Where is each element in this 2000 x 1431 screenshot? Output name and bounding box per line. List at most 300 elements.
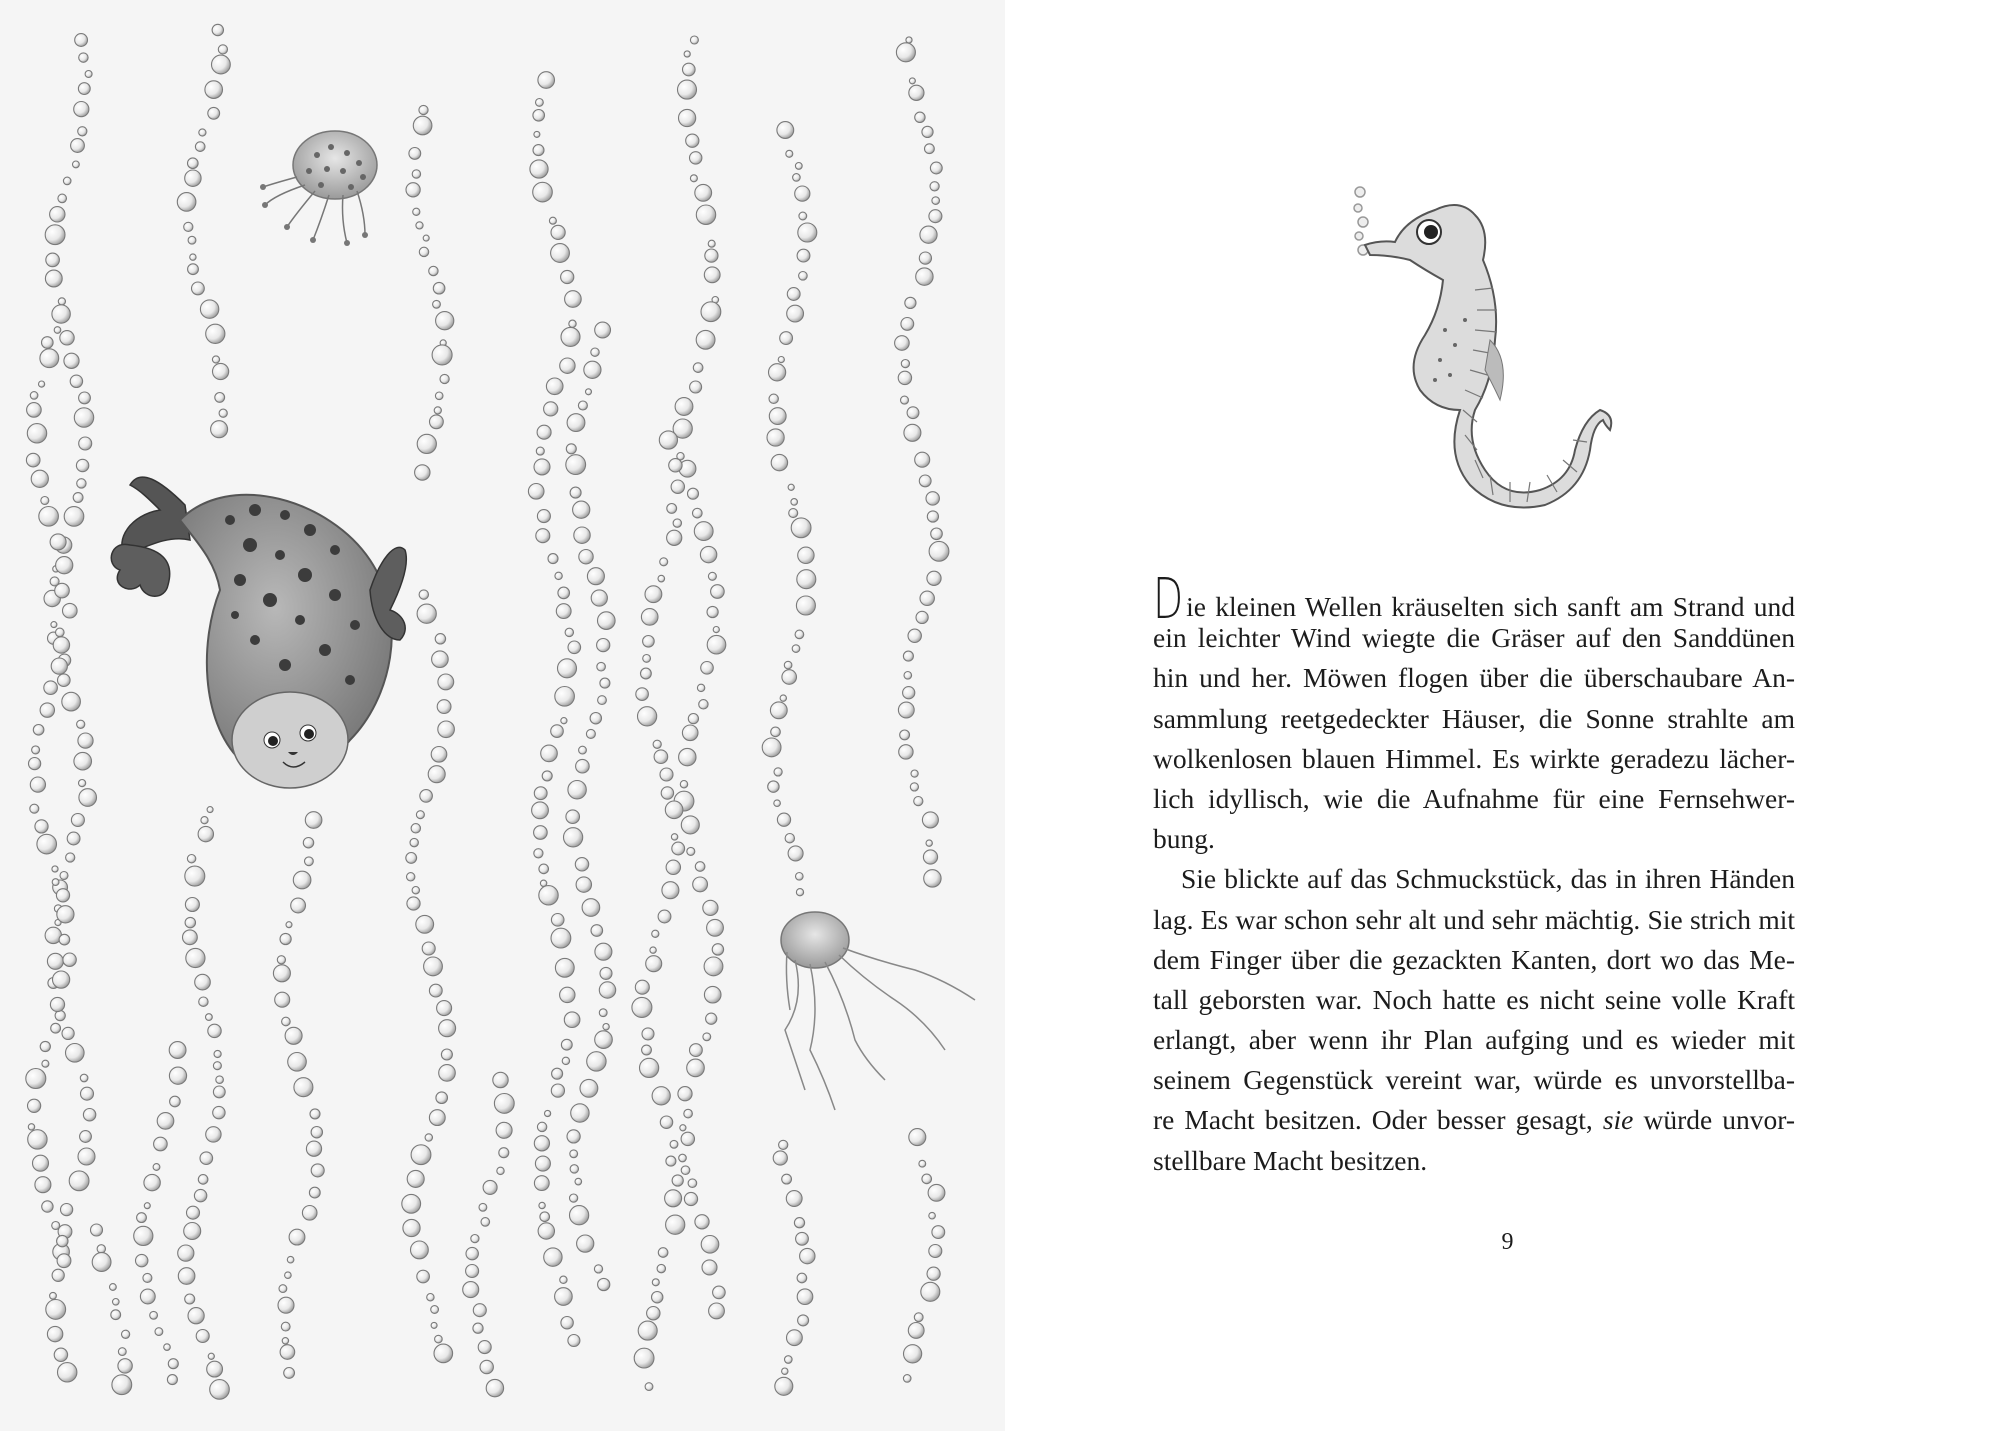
bubble: [184, 222, 193, 231]
bubble: [538, 72, 555, 89]
bubble: [693, 508, 703, 518]
bubble: [218, 45, 227, 54]
bubble: [56, 889, 69, 902]
bubble: [407, 897, 420, 910]
bubble: [903, 687, 915, 699]
bubble: [539, 1202, 545, 1208]
bubble: [640, 1058, 659, 1077]
bubble: [28, 758, 40, 770]
bubble: [671, 480, 684, 493]
bubble: [587, 568, 604, 585]
bubble: [555, 572, 562, 579]
bubble: [56, 557, 73, 574]
bubble: [642, 1045, 652, 1055]
text-line: bung.: [1153, 823, 1215, 855]
bubble: [780, 332, 793, 345]
bubble: [76, 459, 88, 471]
bubble: [561, 327, 580, 346]
bubble: [666, 860, 680, 874]
bubble: [707, 606, 718, 617]
bubble: [795, 186, 810, 201]
bubble: [40, 1041, 50, 1051]
bubble: [419, 590, 428, 599]
bubble: [793, 174, 801, 182]
bubble: [768, 781, 779, 792]
bubble: [675, 398, 693, 416]
bubble: [638, 1321, 657, 1340]
bubble: [278, 1297, 294, 1313]
bubble: [579, 746, 587, 754]
bubble: [565, 628, 573, 636]
bubble: [110, 1284, 117, 1291]
bubble: [684, 1192, 697, 1205]
bubble: [662, 882, 679, 899]
bubble: [154, 1137, 168, 1151]
bubble: [293, 871, 311, 889]
bubble: [654, 750, 668, 764]
bubble: [682, 725, 698, 741]
bubble: [436, 1092, 448, 1104]
bubble: [778, 357, 784, 363]
bubble: [777, 122, 794, 139]
bubble: [186, 948, 205, 967]
bubble: [213, 363, 229, 379]
bubble: [60, 872, 68, 880]
bubble: [183, 930, 198, 945]
bubble: [435, 392, 443, 400]
bubble: [701, 1236, 719, 1254]
bubble: [302, 1206, 317, 1221]
bubble: [493, 1072, 508, 1087]
bubble: [548, 554, 558, 564]
bubble: [789, 509, 798, 518]
bubble: [544, 1248, 562, 1266]
bubble: [690, 152, 702, 164]
bubble: [46, 1300, 66, 1320]
bubble: [419, 105, 428, 114]
bubble: [693, 877, 708, 892]
bubble: [440, 374, 449, 383]
text-line: erlangt, aber wenn ihr Plan aufging und es wieder mit: [1153, 1024, 1795, 1056]
bubble: [288, 1053, 307, 1072]
bubble: [214, 1050, 221, 1057]
bubble: [795, 163, 802, 170]
bubble: [62, 1027, 74, 1039]
text-page: [1005, 0, 2000, 1431]
bubble: [570, 1165, 578, 1173]
bubble: [537, 510, 550, 523]
bubble: [695, 1215, 709, 1229]
bubble: [285, 1272, 292, 1279]
bubble: [497, 1167, 504, 1174]
bubble: [537, 1122, 546, 1131]
bubble: [556, 604, 571, 619]
bubble: [700, 546, 716, 562]
bubble: [535, 1156, 550, 1171]
bubble: [208, 1353, 214, 1359]
bubble: [909, 78, 915, 84]
bubble: [281, 1322, 290, 1331]
bubble: [788, 484, 794, 490]
bubble: [45, 225, 65, 245]
bubble: [641, 609, 658, 626]
bubble: [576, 759, 590, 773]
bubble: [50, 997, 64, 1011]
bubble: [688, 1179, 697, 1188]
bubble: [679, 109, 696, 126]
bubble: [42, 337, 54, 349]
bubble: [916, 611, 928, 623]
bubble: [678, 80, 697, 99]
bubble: [595, 322, 611, 338]
bubble: [708, 572, 716, 580]
bubble: [407, 1170, 424, 1187]
bubble: [55, 583, 70, 598]
bubble: [598, 1278, 610, 1290]
bubble: [63, 953, 76, 966]
bubble: [537, 425, 551, 439]
bubble: [417, 604, 436, 623]
bubble: [594, 1265, 602, 1273]
bubble: [561, 270, 574, 283]
bubble: [79, 53, 88, 62]
bubble: [690, 381, 702, 393]
bubble: [533, 110, 545, 122]
bubble: [914, 797, 923, 806]
bubble: [641, 668, 652, 679]
text-line: ein leichter Wind wiegte die Gräser auf den Sanddünen: [1153, 622, 1795, 654]
bubble: [53, 971, 70, 988]
bubble: [906, 37, 912, 43]
bubble: [282, 1338, 288, 1344]
bubble: [67, 832, 80, 845]
bubble: [688, 714, 698, 724]
bubble: [919, 475, 931, 487]
bubble: [561, 718, 567, 724]
bubble: [665, 801, 683, 819]
bubble: [422, 942, 435, 955]
bubble: [785, 834, 794, 843]
bubble: [569, 320, 576, 327]
bubble: [561, 1039, 572, 1050]
bubble: [64, 507, 84, 527]
bubble: [905, 297, 916, 308]
bubble: [58, 674, 71, 687]
bubble: [684, 1109, 693, 1118]
bubble: [686, 134, 699, 147]
text-line: lag. Es war schon sehr alt und sehr mächtig. Sie strich mit: [1153, 903, 1795, 935]
bubble: [432, 651, 449, 668]
bubble: [432, 345, 452, 365]
bubble: [667, 504, 677, 514]
bubble: [534, 131, 540, 137]
bubble: [774, 800, 781, 807]
bubble: [598, 612, 616, 630]
bubble: [928, 1184, 945, 1201]
bubble: [480, 1360, 493, 1373]
bubble: [775, 1377, 793, 1395]
bubble: [645, 1383, 653, 1391]
bubble: [562, 1057, 569, 1064]
bubble: [667, 530, 682, 545]
bubble: [539, 886, 558, 905]
bubble: [544, 402, 558, 416]
bubble: [922, 1174, 932, 1184]
bubble: [708, 240, 715, 247]
bubble: [57, 906, 74, 923]
bubble: [57, 1254, 71, 1268]
bubble: [704, 986, 721, 1003]
bubble: [195, 142, 205, 152]
bubble: [900, 730, 910, 740]
bubble: [787, 288, 800, 301]
bubble: [771, 454, 787, 470]
bubble: [39, 507, 59, 527]
bubble: [782, 670, 797, 685]
bubble: [192, 282, 205, 295]
bubble: [920, 226, 937, 243]
bubble: [306, 1141, 321, 1156]
bubble: [555, 687, 575, 707]
bubble: [690, 175, 697, 182]
bubble: [35, 1177, 51, 1193]
bubble: [577, 1235, 594, 1252]
bubble: [35, 820, 48, 833]
bubble: [681, 816, 699, 834]
bubble: [178, 1268, 195, 1285]
bubble: [143, 1273, 152, 1282]
bubble: [50, 534, 66, 550]
bubble: [696, 330, 715, 349]
bubble: [63, 603, 78, 618]
bubble: [140, 1289, 155, 1304]
bubble: [79, 437, 92, 450]
bubble: [97, 1245, 105, 1253]
bubble: [541, 745, 558, 762]
bubble: [212, 24, 223, 35]
bubble: [927, 571, 941, 585]
bubble: [311, 1127, 322, 1138]
bubble: [37, 834, 57, 854]
bubble: [178, 1245, 194, 1261]
bubble: [431, 747, 447, 763]
text-line: re Macht besitzen. Oder besser gesagt, sie würde unvor-: [1153, 1104, 1796, 1136]
bubble: [199, 129, 206, 136]
bubble: [64, 353, 79, 368]
text-line: wolkenlosen blauen Himmel. Es wirkte geradezu lächer-: [1153, 742, 1795, 774]
bubble: [54, 327, 61, 334]
bubble: [208, 107, 220, 119]
bubble: [50, 207, 65, 222]
bubble: [407, 873, 415, 881]
bubble: [164, 1344, 171, 1351]
bubble: [575, 1178, 582, 1185]
bubble: [769, 394, 778, 403]
bubble: [66, 1044, 85, 1063]
bubble: [672, 1175, 683, 1186]
bubble: [79, 780, 86, 787]
bubble: [632, 997, 652, 1017]
seal: [111, 477, 406, 788]
bubble: [424, 957, 443, 976]
bubble: [427, 1294, 434, 1301]
bubble: [195, 974, 211, 990]
bubble: [403, 1219, 420, 1236]
bubble: [907, 407, 919, 419]
bubble: [901, 318, 914, 331]
bubble: [303, 838, 313, 848]
bubble: [479, 1203, 487, 1211]
bubble: [212, 55, 231, 74]
bubble: [762, 738, 781, 757]
bubble: [463, 1282, 479, 1298]
bubble: [680, 781, 687, 788]
bubble: [431, 1306, 439, 1314]
bubble: [570, 1206, 589, 1225]
bubble: [671, 834, 677, 840]
bubble: [435, 634, 445, 644]
bubble: [785, 1356, 793, 1364]
bubble: [566, 455, 586, 475]
bubble: [483, 1180, 497, 1194]
bubble: [898, 702, 914, 718]
bubble: [430, 415, 444, 429]
bubble: [924, 870, 941, 887]
bubble: [411, 1241, 429, 1259]
bubble: [478, 1341, 491, 1354]
bubble: [46, 253, 60, 267]
bubble: [42, 1201, 53, 1212]
bubble: [51, 658, 67, 674]
bubble: [71, 139, 85, 153]
bubble: [494, 1094, 514, 1114]
bubble: [200, 300, 218, 318]
bubble: [542, 771, 552, 781]
bubble: [28, 1124, 34, 1130]
bubble: [416, 222, 423, 229]
text-line: tall geborsten war. Noch hatte es nicht seine volle Kraft: [1153, 983, 1795, 1015]
bubble: [287, 1256, 294, 1263]
bubble: [42, 1060, 49, 1067]
bubble: [653, 740, 661, 748]
bubble: [552, 1068, 563, 1079]
bubble: [591, 925, 603, 937]
bubble: [275, 992, 290, 1007]
bubble: [285, 1027, 302, 1044]
bubble: [683, 63, 696, 76]
bubble: [770, 702, 787, 719]
bubble: [551, 225, 565, 239]
bubble: [499, 1148, 509, 1158]
bubble: [707, 635, 726, 654]
bubble: [598, 696, 607, 705]
bubble: [79, 789, 97, 807]
bubble: [61, 1204, 73, 1216]
bubble: [33, 725, 44, 736]
bubble: [546, 378, 563, 395]
bubble: [79, 392, 91, 404]
bubble: [681, 1166, 690, 1175]
bubble: [144, 1203, 150, 1209]
bubble: [688, 488, 699, 499]
bubble: [441, 1049, 452, 1060]
bubble: [69, 1171, 89, 1191]
bubble: [66, 853, 75, 862]
bubble: [666, 1156, 676, 1166]
bubble: [570, 1194, 578, 1202]
bubble: [931, 528, 943, 540]
bubble: [201, 817, 208, 824]
bubble: [92, 1253, 111, 1272]
bubble: [280, 933, 291, 944]
bubble: [921, 1282, 940, 1301]
bubble: [188, 158, 199, 169]
bubble: [687, 847, 695, 855]
bubble: [71, 814, 84, 827]
bubble: [595, 1031, 613, 1049]
bubble: [597, 639, 610, 652]
bubble: [576, 877, 591, 892]
bubble: [536, 447, 544, 455]
bubble: [188, 236, 196, 244]
bubble: [704, 267, 720, 283]
bubble: [532, 802, 549, 819]
bubble: [647, 1307, 660, 1320]
bubble: [782, 1368, 788, 1374]
bubble: [560, 358, 575, 373]
bubble: [903, 1375, 911, 1383]
bubble: [486, 1379, 503, 1396]
bubble: [643, 636, 655, 648]
bubble: [642, 1028, 654, 1040]
bubble: [694, 522, 713, 541]
bubble: [496, 1122, 512, 1138]
bubble: [429, 1110, 445, 1126]
bubble: [658, 910, 671, 923]
bubble: [417, 1270, 430, 1283]
bubble: [711, 585, 725, 599]
bubble: [786, 150, 793, 157]
bubble: [591, 590, 607, 606]
bubble: [702, 1260, 717, 1275]
bubble: [895, 336, 910, 351]
bubble: [660, 768, 673, 781]
bubble: [40, 349, 59, 368]
bubble: [599, 1009, 607, 1017]
bubble: [411, 1145, 431, 1165]
bubble: [774, 768, 782, 776]
bubble: [60, 331, 74, 345]
bubble: [603, 1023, 609, 1029]
bubble: [901, 396, 909, 404]
bubble: [898, 371, 911, 384]
bubble: [481, 1218, 490, 1227]
bubble: [797, 570, 816, 589]
bubble: [587, 1052, 606, 1071]
bubble: [699, 700, 708, 709]
bubble: [904, 424, 921, 441]
bubble: [645, 586, 662, 603]
bubble: [666, 1215, 685, 1234]
bubble: [769, 364, 786, 381]
italic-word: sie: [1602, 1104, 1634, 1136]
bubble: [437, 1001, 452, 1016]
bubble: [40, 703, 54, 717]
bubble: [566, 444, 576, 454]
bubble: [545, 1110, 551, 1116]
bubble: [62, 692, 81, 711]
bubble: [78, 1148, 95, 1165]
